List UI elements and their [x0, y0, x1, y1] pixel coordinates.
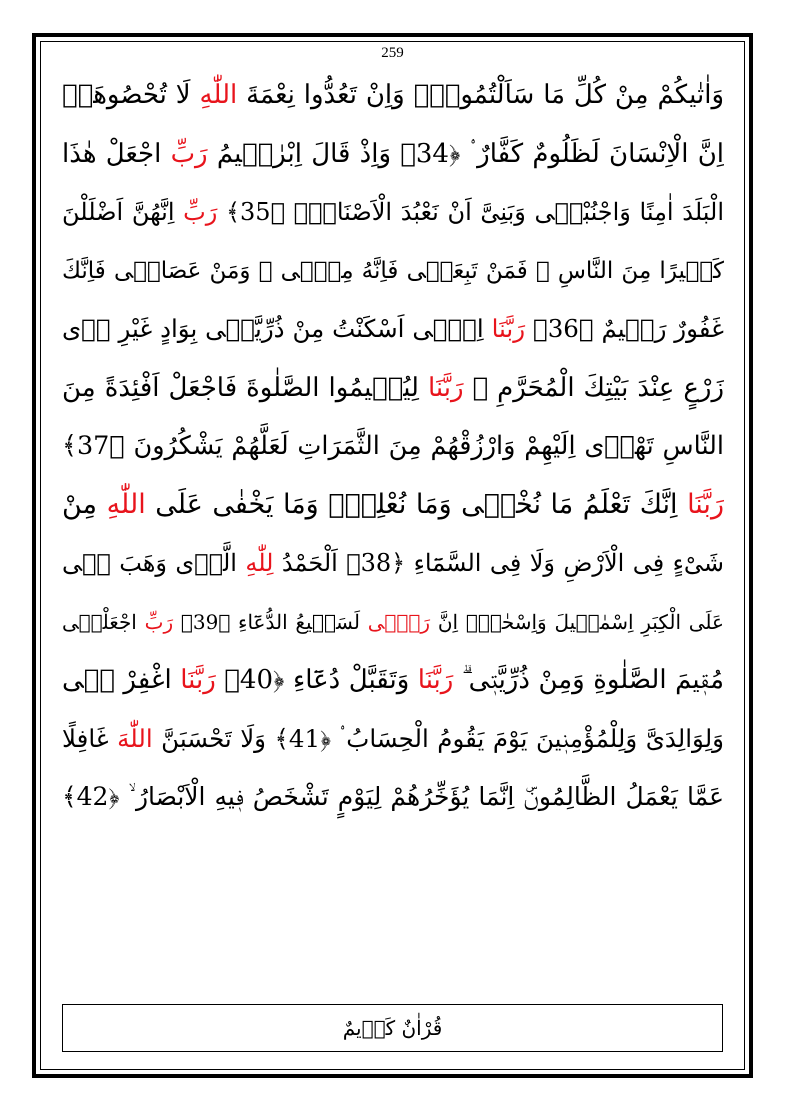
verse-text: مُقٖيمَ الصَّلٰوةِ وَمِنْ ذُرِّيَّتٖى ۗ — [453, 665, 724, 695]
verse-text: غَفُورٌ رَحٖيمٌ ﴿36﴾ — [525, 314, 724, 343]
divine-name-text: رَبِّ — [144, 609, 174, 634]
divine-name-text: رَبِّ — [183, 198, 218, 226]
divine-name-text: اللّٰهِ — [106, 488, 146, 520]
text-line — [62, 651, 724, 710]
verse-text: عَلَى الْكِبَرِ اِسْمٰعٖيلَ وَاِسْحٰقَۜ اِنَّ — [430, 609, 724, 634]
verse-text: مِنْ — [62, 488, 107, 520]
verse-text: اِنَّ الْاِنْسَانَ لَظَلُومٌ كَفَّارٌ ۟ ﴿34﴾ وَاِذْ قَالَ اِبْرٰهٖيمُ — [207, 138, 724, 169]
divine-name-text: اللّٰهِ — [199, 80, 238, 110]
divine-name-text: رَبَّنَا — [180, 665, 216, 695]
verse-text: اِنّٖى اَسْكَنْتُ مِنْ ذُرِّيَّتٖى بِوَادٍ غَيْرِ ذٖى — [62, 314, 492, 343]
page-number: 259 — [381, 45, 404, 61]
verse-text: الَّذٖى وَهَبَ لٖى — [62, 549, 246, 577]
footer-label: قُرْاٰنٌ كَرٖيمٌ — [342, 1016, 443, 1040]
verse-text: اجْعَلْنٖى — [62, 609, 145, 634]
divine-name-text: رَبَّنَا — [427, 372, 464, 403]
verse-text: اجْعَلْ هٰذَا — [62, 138, 171, 169]
verse-text: الْبَلَدَ اٰمِنًا وَاجْنُبْنٖى وَبَنِىَّ اَنْ نَعْبُدَ الْاَصْنَامَۜ ﴿35﴾ — [217, 198, 724, 226]
verse-text: لَا تُحْصُوهَاۜ — [62, 80, 200, 110]
divine-name-text: لِلّٰهِ — [245, 549, 274, 577]
text-line — [62, 242, 724, 301]
text-line — [62, 183, 724, 242]
text-line — [62, 66, 724, 125]
verse-text: عَمَّا يَعْمَلُ الظَّالِمُونَۜ اِنَّمَا يُؤَخِّرُهُمْ لِيَوْمٍ تَشْخَصُ فٖيهِ الْاَبْصَارُ ۙ ﴿42﴾ — [62, 782, 724, 811]
footer-box — [62, 1004, 723, 1052]
divine-name-text: رَبِّ — [170, 138, 208, 169]
verse-text: اِنَّهُنَّ اَضْلَلْنَ — [62, 198, 184, 226]
text-line — [62, 300, 724, 359]
verse-text: كَثٖيرًا مِنَ النَّاسِ ۚ فَمَنْ تَبِعَنٖى فَاِنَّهُ مِنّٖى ۚ وَمَنْ عَصَانٖى فَاِنَّكَ — [62, 257, 724, 284]
verse-text: لَسَمٖيعُ الدُّعَٓاءِ ﴿39﴾ — [173, 609, 368, 634]
verse-text: غَافِلًا — [62, 723, 118, 753]
verse-text: وَتَقَبَّلْ دُعَٓاءِ ﴿40﴾ — [215, 665, 418, 695]
verse-text: اغْفِرْ لٖى — [62, 665, 181, 695]
quran-text-block — [62, 66, 724, 827]
verse-text: النَّاسِ تَهْوٖى اِلَيْهِمْ وَارْزُقْهُمْ مِنَ الثَّمَرَاتِ لَعَلَّهُمْ يَشْكُرُونَ ﴿37﴾ — [62, 431, 724, 461]
verse-text: لِيُقٖيمُوا الصَّلٰوةَ فَاجْعَلْ اَفْئِدَةً مِنَ — [62, 372, 428, 403]
divine-name-text: رَبَّنَا — [417, 665, 454, 695]
text-line — [62, 534, 724, 593]
text-line — [62, 768, 724, 827]
text-line — [62, 359, 724, 418]
text-line — [62, 710, 724, 769]
verse-text: اِنَّكَ تَعْلَمُ مَا نُخْفٖى وَمَا نُعْلِنُۜ وَمَا يَخْفٰى عَلَى — [145, 488, 688, 520]
divine-name-text: رَبّٖى — [367, 609, 431, 634]
verse-text: زَرْعٍ عِنْدَ بَيْتِكَ الْمُحَرَّمِ ۙ — [463, 372, 724, 403]
divine-name-text: رَبَّنَا — [687, 488, 724, 520]
text-line — [62, 417, 724, 476]
text-line — [62, 125, 724, 184]
divine-name-text: اللّٰهَ — [117, 723, 153, 753]
verse-text: شَیْءٍ فِى الْاَرْضِ وَلَا فِى السَّمَٓاءِ ﴿38﴾ اَلْحَمْدُ — [273, 549, 724, 577]
text-line — [62, 476, 724, 535]
divine-name-text: رَبَّنَا — [491, 314, 526, 343]
verse-text: وَلِوَالِدَىَّ وَلِلْمُؤْمِنٖينَ يَوْمَ يَقُومُ الْحِسَابُ ۟ ﴿41﴾ وَلَا تَحْسَبَنَّ — [152, 723, 724, 753]
verse-text: وَاٰتٰيكُمْ مِنْ كُلِّ مَا سَاَلْتُمُوهُۜ وَاِنْ تَعُدُّوا نِعْمَةَ — [237, 80, 724, 110]
text-line — [62, 593, 724, 652]
